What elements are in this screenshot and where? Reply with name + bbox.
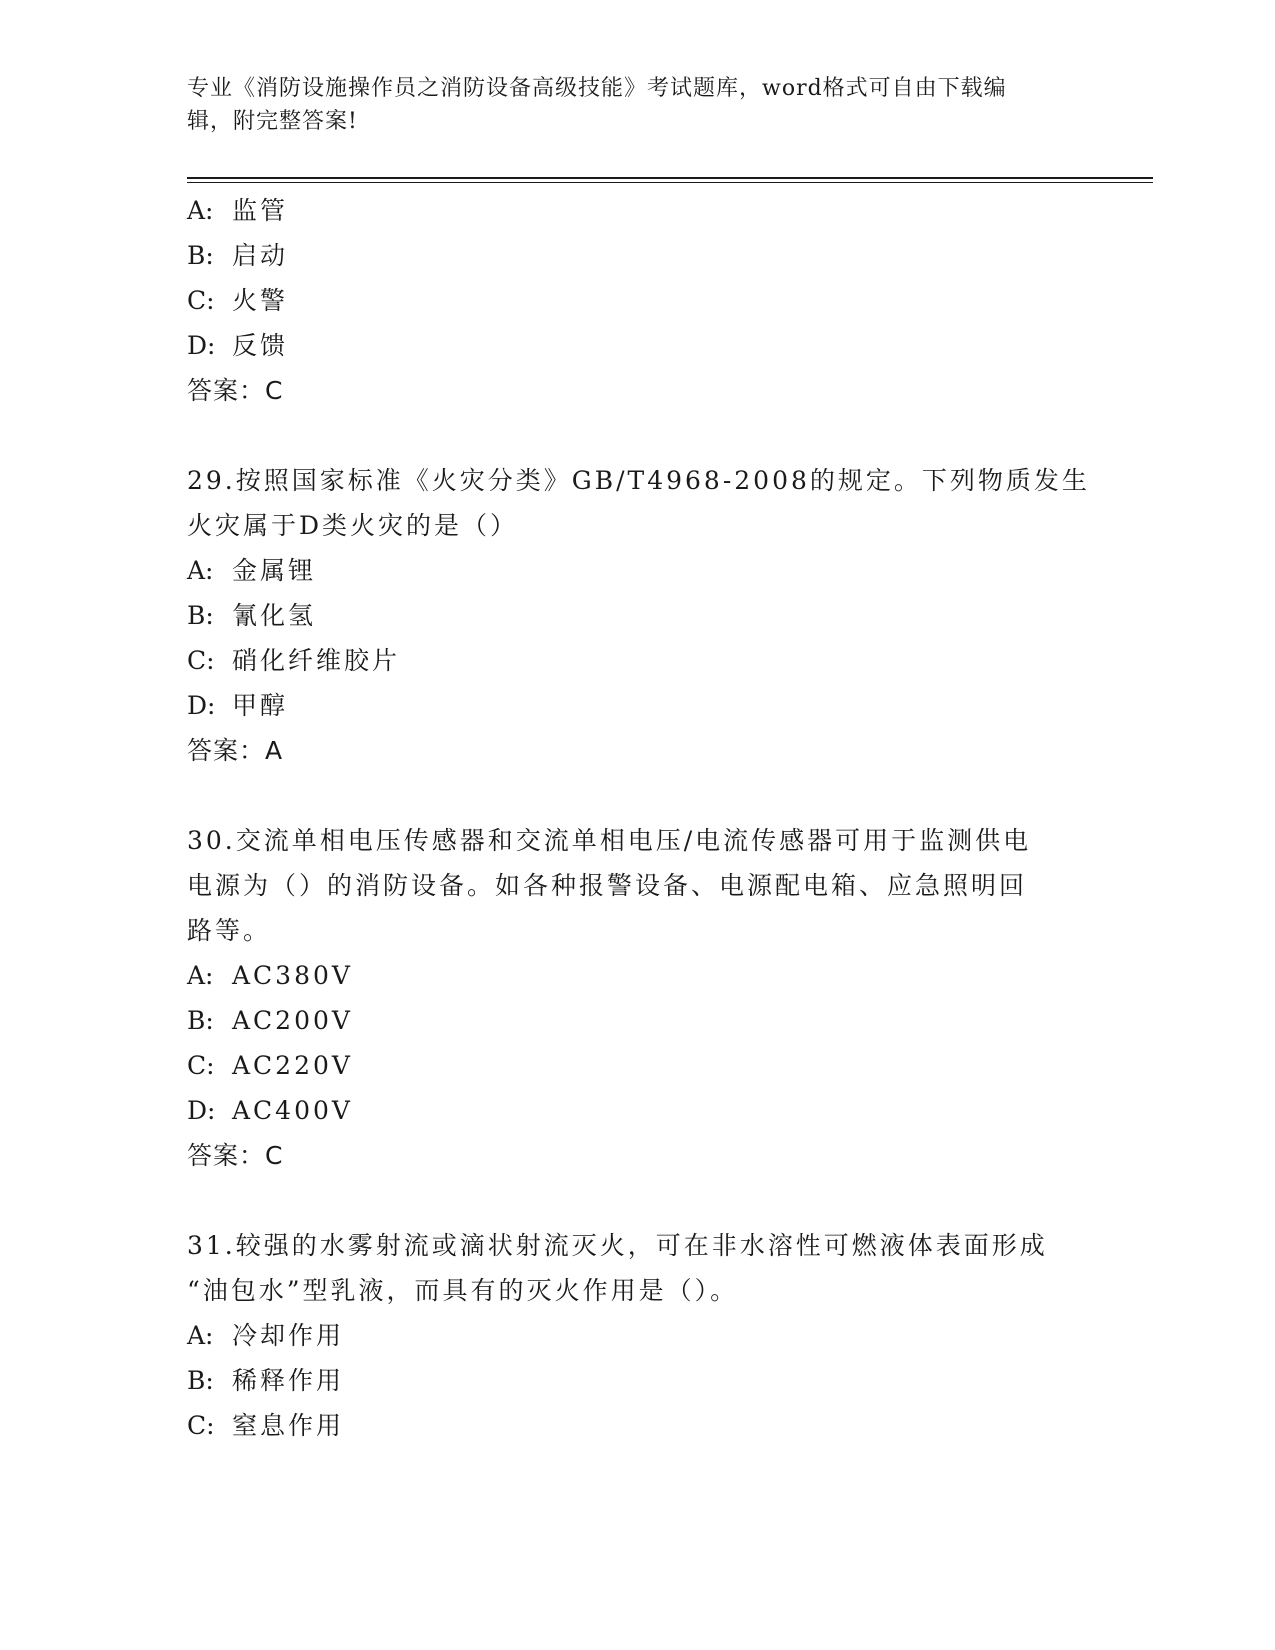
header-divider-thick bbox=[187, 177, 1153, 179]
answer-line: 答案：C bbox=[187, 376, 284, 405]
option-d: D: 反馈 bbox=[187, 331, 289, 360]
option-b: B: AC200V bbox=[187, 1006, 353, 1035]
option-a: A: 金属锂 bbox=[187, 556, 317, 585]
option-a: A: 冷却作用 bbox=[187, 1321, 345, 1350]
question-text-line: 31.较强的水雾射流或滴状射流灭火，可在非水溶性可燃液体表面形成 bbox=[187, 1231, 1048, 1260]
header-line-2: 辑，附完整答案! bbox=[187, 109, 358, 134]
question-text-line: 火灾属于D类火灾的是（） bbox=[187, 511, 519, 540]
answer-line: 答案：C bbox=[187, 1141, 284, 1170]
option-d: D: AC400V bbox=[187, 1096, 353, 1125]
option-b: B: 稀释作用 bbox=[187, 1366, 345, 1395]
question-text-line: 路等。 bbox=[187, 916, 272, 945]
option-c: C: 火警 bbox=[187, 286, 289, 315]
option-c: C: 硝化纤维胶片 bbox=[187, 646, 401, 675]
option-a: A: AC380V bbox=[187, 961, 353, 990]
option-c: C: AC220V bbox=[187, 1051, 353, 1080]
option-a: A: 监管 bbox=[187, 196, 289, 225]
header-line-1: 专业《消防设施操作员之消防设备高级技能》考试题库，word格式可自由下载编 bbox=[187, 76, 1007, 101]
question-text-line: 电源为（）的消防设备。如各种报警设备、电源配电箱、应急照明回 bbox=[187, 871, 1028, 900]
question-text-line: “油包水”型乳液，而具有的灭火作用是（）。 bbox=[187, 1276, 739, 1305]
document-header bbox=[187, 72, 1067, 138]
header-divider-thin bbox=[187, 182, 1153, 183]
answer-line: 答案：A bbox=[187, 736, 284, 765]
question-text-line: 29.按照国家标准《火灾分类》GB/T4968-2008的规定。下列物质发生 bbox=[187, 466, 1090, 495]
question-text-line: 30.交流单相电压传感器和交流单相电压/电流传感器可用于监测供电 bbox=[187, 826, 1032, 855]
option-b: B: 启动 bbox=[187, 241, 289, 270]
option-c: C: 窒息作用 bbox=[187, 1411, 345, 1440]
option-b: B: 氰化氢 bbox=[187, 601, 317, 630]
option-d: D: 甲醇 bbox=[187, 691, 289, 720]
